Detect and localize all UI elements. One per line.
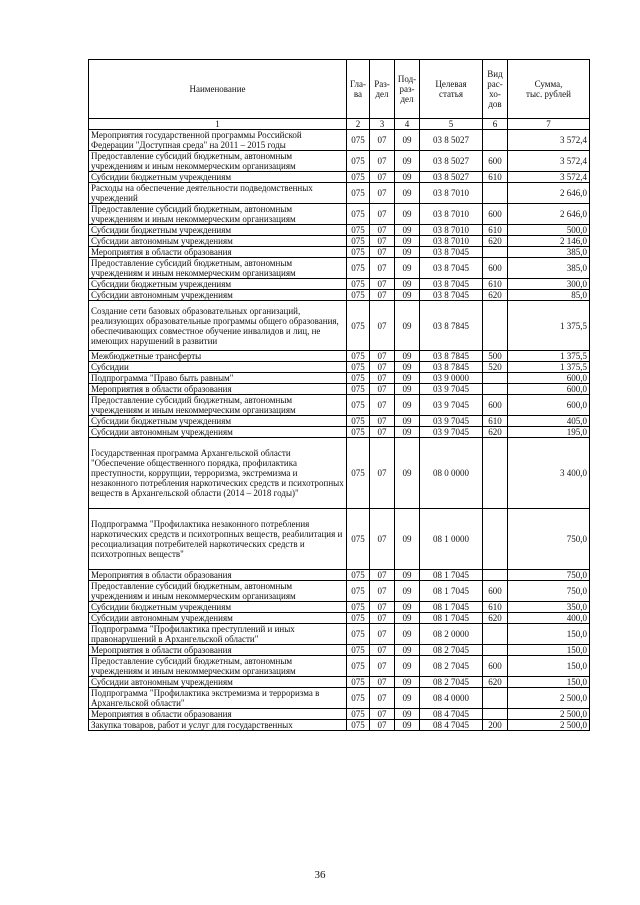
row-summa: 3 572,4: [508, 172, 590, 183]
row-statya: 03 9 7045: [420, 395, 483, 416]
table-row: [89, 570, 590, 581]
row-name: Расходы на обеспечение деятельности подведомственных учреждений: [89, 183, 347, 204]
row-name: Субсидии бюджетным учреждениям: [89, 225, 347, 236]
table-row: [89, 301, 590, 351]
row-razdel: 07: [370, 362, 395, 373]
row-glava: 075: [347, 279, 370, 290]
table-row: [89, 225, 590, 236]
row-glava: 075: [347, 438, 370, 509]
row-name: Субсидии бюджетным учреждениям: [89, 279, 347, 290]
row-podrazdel: 09: [395, 236, 420, 247]
row-summa: 1 375,5: [508, 301, 590, 351]
row-statya: 08 1 0000: [420, 509, 483, 570]
row-razdel: 07: [370, 279, 395, 290]
row-razdel: 07: [370, 236, 395, 247]
row-razdel: 07: [370, 438, 395, 509]
row-statya: 08 1 7045: [420, 581, 483, 602]
column-number: 2: [347, 119, 370, 130]
row-razdel: 07: [370, 373, 395, 384]
table-row: [89, 204, 590, 225]
row-statya: 03 8 7045: [420, 247, 483, 258]
row-name: Подпрограмма "Профилактика незаконного потребления наркотических средств и психотропных веществ, реабилитация и ресоциализация потребителей наркотических средств и психотропных веществ": [89, 509, 347, 570]
table-body: [89, 130, 590, 731]
row-statya: 08 1 7045: [420, 570, 483, 581]
row-vid: 600: [483, 581, 508, 602]
row-razdel: 07: [370, 688, 395, 709]
row-vid: 500: [483, 351, 508, 362]
row-glava: 075: [347, 351, 370, 362]
row-razdel: 07: [370, 720, 395, 731]
row-razdel: 07: [370, 258, 395, 279]
row-summa: 150,0: [508, 645, 590, 656]
row-podrazdel: 09: [395, 290, 420, 301]
row-razdel: 07: [370, 509, 395, 570]
row-summa: 385,0: [508, 258, 590, 279]
row-summa: 2 146,0: [508, 236, 590, 247]
table-row: [89, 613, 590, 624]
column-number: 3: [370, 119, 395, 130]
row-glava: 075: [347, 602, 370, 613]
row-vid: [483, 509, 508, 570]
row-name: Государственная программа Архангельской области "Обеспечение общественного порядка, профилактика преступности, коррупции, терроризма, экстремизма и незаконного потребления наркотических средств и психотропных веществ в Архангельской области (2014 – 2018 годы)": [89, 438, 347, 509]
row-razdel: 07: [370, 656, 395, 677]
header-name: Наименование: [89, 60, 347, 119]
row-podrazdel: 09: [395, 301, 420, 351]
row-name: Подпрограмма "Профилактика экстремизма и терроризма в Архангельской области": [89, 688, 347, 709]
row-razdel: 07: [370, 351, 395, 362]
row-summa: 85,0: [508, 290, 590, 301]
row-razdel: 07: [370, 183, 395, 204]
row-razdel: 07: [370, 204, 395, 225]
row-statya: 08 1 7045: [420, 613, 483, 624]
row-statya: 03 8 7010: [420, 225, 483, 236]
row-vid: 620: [483, 613, 508, 624]
row-vid: 620: [483, 236, 508, 247]
row-razdel: 07: [370, 613, 395, 624]
row-glava: 075: [347, 183, 370, 204]
row-razdel: 07: [370, 395, 395, 416]
header-statya: Целевая статья: [420, 60, 483, 119]
row-razdel: 07: [370, 677, 395, 688]
row-razdel: 07: [370, 384, 395, 395]
table-row: [89, 645, 590, 656]
row-summa: 195,0: [508, 427, 590, 438]
row-podrazdel: 09: [395, 362, 420, 373]
row-vid: [483, 247, 508, 258]
table-row: [89, 416, 590, 427]
row-vid: 610: [483, 225, 508, 236]
row-statya: 03 8 5027: [420, 172, 483, 183]
row-glava: 075: [347, 709, 370, 720]
table-row: [89, 279, 590, 290]
row-summa: 150,0: [508, 656, 590, 677]
row-name: Предоставление субсидий бюджетным, автономным учреждениям и иным некоммерческим организациям: [89, 581, 347, 602]
row-name: Субсидии: [89, 362, 347, 373]
row-name: Субсидии бюджетным учреждениям: [89, 416, 347, 427]
row-glava: 075: [347, 688, 370, 709]
row-summa: 405,0: [508, 416, 590, 427]
row-glava: 075: [347, 509, 370, 570]
row-podrazdel: 09: [395, 258, 420, 279]
table-row: [89, 247, 590, 258]
row-podrazdel: 09: [395, 225, 420, 236]
row-summa: 300,0: [508, 279, 590, 290]
column-number-row: [89, 119, 590, 130]
row-summa: 1 375,5: [508, 351, 590, 362]
table-row: [89, 656, 590, 677]
row-razdel: 07: [370, 301, 395, 351]
row-podrazdel: 09: [395, 204, 420, 225]
row-vid: 620: [483, 427, 508, 438]
row-vid: 520: [483, 362, 508, 373]
table-row: [89, 183, 590, 204]
row-statya: 03 8 7010: [420, 183, 483, 204]
table-row: [89, 720, 590, 731]
header-vid: Вид рас- хо- дов: [483, 60, 508, 119]
row-summa: 150,0: [508, 677, 590, 688]
row-name: Закупка товаров, работ и услуг для государственных: [89, 720, 347, 731]
row-podrazdel: 09: [395, 279, 420, 290]
row-glava: 075: [347, 416, 370, 427]
row-statya: 08 4 0000: [420, 688, 483, 709]
row-summa: 600,0: [508, 384, 590, 395]
table-row: [89, 709, 590, 720]
row-vid: [483, 709, 508, 720]
table-row: [89, 427, 590, 438]
row-glava: 075: [347, 613, 370, 624]
row-name: Мероприятия в области образования: [89, 645, 347, 656]
row-podrazdel: 09: [395, 677, 420, 688]
row-vid: 610: [483, 602, 508, 613]
row-podrazdel: 09: [395, 183, 420, 204]
row-name: Подпрограмма "Право быть равным": [89, 373, 347, 384]
row-statya: 03 9 7045: [420, 427, 483, 438]
row-vid: 600: [483, 395, 508, 416]
row-glava: 075: [347, 581, 370, 602]
row-summa: 750,0: [508, 509, 590, 570]
row-statya: 03 8 7845: [420, 301, 483, 351]
row-podrazdel: 09: [395, 509, 420, 570]
row-name: Межбюджетные трансферты: [89, 351, 347, 362]
row-name: Подпрограмма "Профилактика преступлений и иных правонарушений в Архангельской области": [89, 624, 347, 645]
row-summa: 400,0: [508, 613, 590, 624]
row-podrazdel: 09: [395, 151, 420, 172]
row-vid: 600: [483, 656, 508, 677]
row-glava: 075: [347, 247, 370, 258]
row-name: Субсидии автономным учреждениям: [89, 427, 347, 438]
row-summa: 2 500,0: [508, 720, 590, 731]
row-podrazdel: 09: [395, 351, 420, 362]
row-glava: 075: [347, 384, 370, 395]
row-razdel: 07: [370, 151, 395, 172]
row-glava: 075: [347, 645, 370, 656]
row-podrazdel: 09: [395, 130, 420, 151]
row-name: Предоставление субсидий бюджетным, автономным учреждениям и иным некоммерческим организациям: [89, 656, 347, 677]
row-razdel: 07: [370, 290, 395, 301]
row-statya: 08 0 0000: [420, 438, 483, 509]
row-vid: 600: [483, 151, 508, 172]
row-statya: 03 8 7845: [420, 362, 483, 373]
row-name: Субсидии автономным учреждениям: [89, 290, 347, 301]
row-podrazdel: 09: [395, 645, 420, 656]
row-glava: 075: [347, 720, 370, 731]
row-name: Субсидии автономным учреждениям: [89, 677, 347, 688]
page-number: 36: [314, 869, 326, 881]
table-row: [89, 688, 590, 709]
row-glava: 075: [347, 373, 370, 384]
table-row: [89, 602, 590, 613]
row-statya: 03 9 0000: [420, 373, 483, 384]
row-podrazdel: 09: [395, 570, 420, 581]
table-row: [89, 438, 590, 509]
row-podrazdel: 09: [395, 624, 420, 645]
row-vid: 610: [483, 279, 508, 290]
table-row: [89, 581, 590, 602]
table-row: [89, 509, 590, 570]
column-number: 5: [420, 119, 483, 130]
row-summa: 150,0: [508, 624, 590, 645]
column-number: 6: [483, 119, 508, 130]
row-razdel: 07: [370, 172, 395, 183]
row-podrazdel: 09: [395, 172, 420, 183]
row-vid: [483, 384, 508, 395]
header-razdel: Раз- дел: [370, 60, 395, 119]
row-podrazdel: 09: [395, 373, 420, 384]
row-glava: 075: [347, 225, 370, 236]
row-statya: 08 2 0000: [420, 624, 483, 645]
row-statya: 03 8 7010: [420, 204, 483, 225]
row-razdel: 07: [370, 624, 395, 645]
row-podrazdel: 09: [395, 384, 420, 395]
row-vid: [483, 570, 508, 581]
row-summa: 3 572,4: [508, 130, 590, 151]
row-razdel: 07: [370, 130, 395, 151]
row-summa: 750,0: [508, 581, 590, 602]
table-row: [89, 677, 590, 688]
row-name: Субсидии бюджетным учреждениям: [89, 602, 347, 613]
table-row: [89, 151, 590, 172]
table-row: [89, 290, 590, 301]
row-podrazdel: 09: [395, 581, 420, 602]
row-glava: 075: [347, 395, 370, 416]
row-glava: 075: [347, 301, 370, 351]
row-name: Мероприятия в области образования: [89, 247, 347, 258]
row-vid: 200: [483, 720, 508, 731]
header-podrazdel: Под- раз- дел: [395, 60, 420, 119]
table-row: [89, 395, 590, 416]
row-statya: 03 9 7045: [420, 384, 483, 395]
table-row: [89, 384, 590, 395]
row-podrazdel: 09: [395, 416, 420, 427]
table-header-row: [89, 60, 590, 119]
row-statya: 08 4 7045: [420, 720, 483, 731]
row-glava: 075: [347, 290, 370, 301]
row-name: Предоставление субсидий бюджетным, автономным учреждениям и иным некоммерческим организациям: [89, 151, 347, 172]
row-podrazdel: 09: [395, 247, 420, 258]
row-glava: 075: [347, 172, 370, 183]
row-name: Субсидии автономным учреждениям: [89, 236, 347, 247]
row-summa: 500,0: [508, 225, 590, 236]
row-razdel: 07: [370, 247, 395, 258]
row-razdel: 07: [370, 602, 395, 613]
row-vid: 610: [483, 172, 508, 183]
row-glava: 075: [347, 570, 370, 581]
table-row: [89, 351, 590, 362]
row-name: Мероприятия в области образования: [89, 570, 347, 581]
row-statya: 08 2 7045: [420, 645, 483, 656]
row-glava: 075: [347, 677, 370, 688]
table-row: [89, 130, 590, 151]
row-glava: 075: [347, 130, 370, 151]
column-number: 7: [508, 119, 590, 130]
row-vid: [483, 183, 508, 204]
row-podrazdel: 09: [395, 427, 420, 438]
row-statya: 03 8 7845: [420, 351, 483, 362]
row-summa: 350,0: [508, 602, 590, 613]
row-vid: 620: [483, 290, 508, 301]
column-number: 1: [89, 119, 347, 130]
row-podrazdel: 09: [395, 656, 420, 677]
row-statya: 03 9 7045: [420, 416, 483, 427]
row-summa: 1 375,5: [508, 362, 590, 373]
row-statya: 08 4 7045: [420, 709, 483, 720]
row-name: Предоставление субсидий бюджетным, автономным учреждениям и иным некоммерческим организациям: [89, 258, 347, 279]
row-vid: [483, 438, 508, 509]
row-vid: [483, 301, 508, 351]
row-summa: 2 646,0: [508, 183, 590, 204]
row-summa: 750,0: [508, 570, 590, 581]
row-name: Создание сети базовых образовательных организаций, реализующих образовательные программы общего образования, обеспечивающих совместное обучение инвалидов и лиц, не имеющих нарушений в развитии: [89, 301, 347, 351]
row-razdel: 07: [370, 581, 395, 602]
row-statya: 03 8 7045: [420, 279, 483, 290]
row-glava: 075: [347, 427, 370, 438]
row-name: Предоставление субсидий бюджетным, автономным учреждениям и иным некоммерческим организациям: [89, 395, 347, 416]
row-statya: 03 8 7010: [420, 236, 483, 247]
row-podrazdel: 09: [395, 688, 420, 709]
row-razdel: 07: [370, 570, 395, 581]
row-statya: 08 1 7045: [420, 602, 483, 613]
row-summa: 2 500,0: [508, 709, 590, 720]
row-statya: 08 2 7045: [420, 656, 483, 677]
row-razdel: 07: [370, 416, 395, 427]
table-row: [89, 624, 590, 645]
row-name: Мероприятия в области образования: [89, 709, 347, 720]
row-podrazdel: 09: [395, 438, 420, 509]
table-row: [89, 258, 590, 279]
row-glava: 075: [347, 656, 370, 677]
row-vid: [483, 645, 508, 656]
row-vid: [483, 688, 508, 709]
row-summa: 2 646,0: [508, 204, 590, 225]
table-row: [89, 373, 590, 384]
row-razdel: 07: [370, 225, 395, 236]
row-name: Мероприятия государственной программы Российской Федерации "Доступная среда" на 2011 – 2015 годы: [89, 130, 347, 151]
table-row: [89, 172, 590, 183]
row-summa: 385,0: [508, 247, 590, 258]
row-summa: 3 400,0: [508, 438, 590, 509]
row-vid: 600: [483, 204, 508, 225]
row-statya: 03 8 5027: [420, 151, 483, 172]
table-row: [89, 362, 590, 373]
row-vid: [483, 624, 508, 645]
budget-table: [88, 59, 590, 731]
row-glava: 075: [347, 362, 370, 373]
row-statya: 03 8 7045: [420, 258, 483, 279]
row-summa: 3 572,4: [508, 151, 590, 172]
row-glava: 075: [347, 151, 370, 172]
row-podrazdel: 09: [395, 613, 420, 624]
row-vid: 610: [483, 416, 508, 427]
row-podrazdel: 09: [395, 709, 420, 720]
header-glava: Гла- ва: [347, 60, 370, 119]
row-razdel: 07: [370, 709, 395, 720]
row-statya: 08 2 7045: [420, 677, 483, 688]
row-glava: 075: [347, 204, 370, 225]
row-name: Мероприятия в области образования: [89, 384, 347, 395]
row-summa: 600,0: [508, 373, 590, 384]
row-glava: 075: [347, 258, 370, 279]
row-summa: 600,0: [508, 395, 590, 416]
row-podrazdel: 09: [395, 395, 420, 416]
column-number: 4: [395, 119, 420, 130]
row-name: Субсидии бюджетным учреждениям: [89, 172, 347, 183]
row-razdel: 07: [370, 427, 395, 438]
row-glava: 075: [347, 624, 370, 645]
row-name: Субсидии автономным учреждениям: [89, 613, 347, 624]
row-razdel: 07: [370, 645, 395, 656]
table-row: [89, 236, 590, 247]
row-vid: 600: [483, 258, 508, 279]
header-summa: Сумма, тыс. рублей: [508, 60, 590, 119]
row-glava: 075: [347, 236, 370, 247]
row-vid: [483, 373, 508, 384]
row-statya: 03 8 7045: [420, 290, 483, 301]
row-name: Предоставление субсидий бюджетным, автономным учреждениям и иным некоммерческим организациям: [89, 204, 347, 225]
row-podrazdel: 09: [395, 720, 420, 731]
row-statya: 03 8 5027: [420, 130, 483, 151]
row-summa: 2 500,0: [508, 688, 590, 709]
row-podrazdel: 09: [395, 602, 420, 613]
row-vid: 620: [483, 677, 508, 688]
row-vid: [483, 130, 508, 151]
